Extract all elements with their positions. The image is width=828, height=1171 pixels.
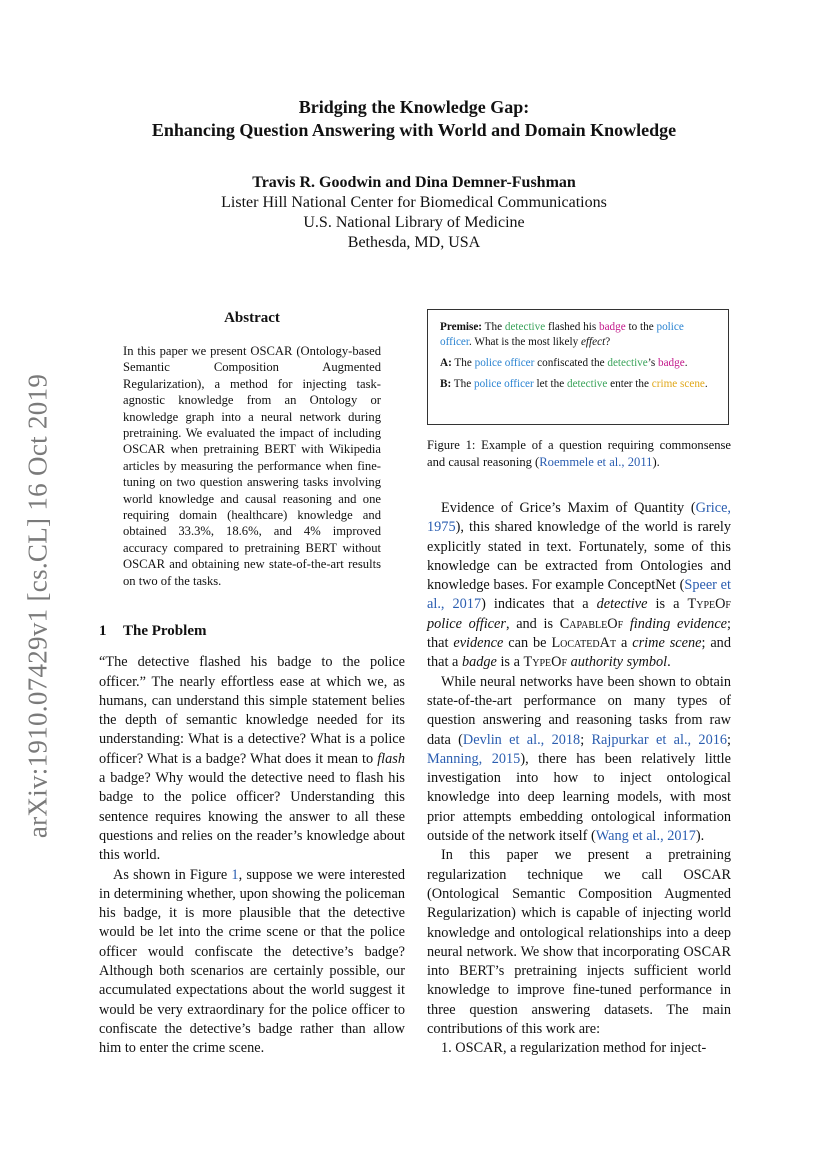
text: to the <box>625 321 657 333</box>
section-heading <box>99 622 405 641</box>
figure-1-box <box>427 309 729 425</box>
paragraph <box>99 866 405 1059</box>
emphasis: badge <box>461 654 497 671</box>
paragraph <box>99 653 405 865</box>
highlight-officer: police officer <box>440 321 684 348</box>
emphasis: finding evidence <box>629 615 728 632</box>
paragraph-text: ; <box>580 731 592 748</box>
emphasis: police officer <box>427 615 506 632</box>
citation-link[interactable]: Rajpurkar et al., 2016 <box>591 731 728 748</box>
citation-link[interactable]: Grice, 1975 <box>427 500 731 536</box>
paragraph-text: ), this shared knowledge of the world is rarely explicitly stated in text. Fortunately, some of this knowledge can be extracted from Ontologies and knowledge bases. For example ConceptNet ( <box>427 519 731 594</box>
text: The <box>482 321 505 333</box>
highlight-detective: detective <box>566 378 608 390</box>
author-block <box>0 173 828 253</box>
paragraph-text: a badge? Why would the detective need to flash his badge to the police officer? Understanding this sentence requires knowing the answer to all these questions and relies on the reader’s knowledge about this world. <box>99 770 405 864</box>
highlight-badge: badge <box>658 357 685 369</box>
list-item: 1. OSCAR, a regularization method for inject- <box>441 1040 707 1057</box>
citation-link[interactable]: Roemmele et al., 2011 <box>539 455 653 469</box>
author-names: Travis R. Goodwin and Dina Demner-Fushman <box>252 174 576 191</box>
text: The <box>451 357 475 369</box>
author-location: Bethesda, MD, USA <box>347 234 481 251</box>
paragraph-text <box>623 616 630 632</box>
caption-text: ). <box>652 455 660 469</box>
paragraph-text: is a <box>496 654 524 671</box>
highlight-badge: badge <box>598 321 626 333</box>
citation-link[interactable]: Speer et al., 2017 <box>427 577 731 613</box>
paragraph-text: While neural networks have been shown to obtain state-of-the-art performance on many types of question answering and reasoning tasks from raw data ( <box>427 673 731 748</box>
premise-label: Premise: <box>440 321 483 333</box>
text: let the <box>533 378 567 390</box>
title-line-2: Enhancing Question Answering with World and Domain Knowledge <box>151 120 677 140</box>
paragraph-text: ; and that a <box>427 635 731 671</box>
emphasis: evidence <box>453 635 504 652</box>
emphasis: detective <box>596 596 648 613</box>
abstract-heading: Abstract <box>224 310 280 326</box>
text: ? <box>605 336 611 348</box>
relation-name: CapableOf <box>559 615 624 632</box>
emphasis: authority symbol <box>570 654 668 671</box>
paragraph <box>427 499 731 673</box>
section-number: 1 <box>99 623 107 639</box>
citation-link[interactable]: Manning, 2015 <box>427 750 521 767</box>
paragraph-text: As shown in Figure <box>113 866 232 883</box>
highlight-officer: police officer <box>473 378 534 390</box>
arxiv-sidebar <box>22 365 54 847</box>
text: The <box>451 378 474 390</box>
relation-name: LocatedAt <box>551 635 617 652</box>
text: confiscated the <box>534 357 608 369</box>
paragraph: In this paper we present a pretraining regularization technique we call OSCAR (Ontological Semantic Composition Augmented Regularization) which is capable of injecting world knowledge and ontological relationships into a deep neural network. We show that incorporating OSCAR into BERT’s pretraining injects sufficient world knowledge to improve fine-tuned performance in three question answering datasets. The main contributions of this work are: <box>427 847 731 1038</box>
text: . <box>684 357 688 369</box>
section-title: The Problem <box>123 623 207 639</box>
option-label: B: <box>440 378 452 390</box>
abstract-text: In this paper we present OSCAR (Ontology-based Semantic Composition Augmented Regularization), a method for injecting task-agnostic knowledge from an Ontology or knowledge graph into a neural network during pretraining. We evaluated the impact of including OSCAR when pretraining BERT with Wikipedia articles by measuring the performance when fine-tuning on two question answering tasks involving world knowledge and causal reasoning and one requiring domain (healthcare) knowledge and obtained 33.3%, 18.6%, and 4% improved accuracy compared to pretraining BERT without OSCAR and obtaining new state-of-the-art results on two of the tasks. <box>123 344 381 588</box>
text: ’s <box>647 357 658 369</box>
paragraph-text: ; <box>727 731 732 748</box>
premise <box>440 320 716 350</box>
paragraph-text: , and is <box>505 615 560 632</box>
emphasis: crime scene <box>632 635 702 652</box>
figure-1-caption <box>427 437 731 471</box>
text: . <box>704 378 708 390</box>
citation-link[interactable]: Devlin et al., 2018 <box>462 731 581 748</box>
paragraph-text: “The detective flashed his badge to the police officer.” The nearly effortless ease at which we, as humans, can understand this simple statement belies the depth of semantic knowledge needed for its understanding: What is a detective? What is a police officer? What is a badge? What does it mean to <box>99 654 405 767</box>
figure-reference-link[interactable]: 1 <box>231 866 239 883</box>
text: enter the <box>607 378 652 390</box>
paragraph-text: . <box>667 654 671 671</box>
emphasis: flash <box>377 750 405 767</box>
paragraph-text: Evidence of Grice’s Maxim of Quantity ( <box>441 500 696 516</box>
text: . What is the most likely <box>469 336 581 348</box>
option-b <box>440 377 716 392</box>
paragraph-text: ). <box>695 828 705 845</box>
paragraph <box>427 673 731 847</box>
title-line-1: Bridging the Knowledge Gap: <box>298 97 530 117</box>
paragraph-text: a <box>616 635 633 652</box>
paragraph-text: can be <box>503 635 552 652</box>
right-column <box>427 499 731 1059</box>
paragraph-text: is a <box>647 596 688 613</box>
option-a <box>440 356 716 371</box>
paragraph-text: ; that <box>427 615 731 652</box>
emphasis: effect <box>580 336 606 348</box>
highlight-detective: detective <box>504 321 546 333</box>
paragraph-text: ) indicates that a <box>481 596 597 613</box>
highlight-officer: police officer <box>474 357 535 369</box>
citation-link[interactable]: Wang et al., 2017 <box>595 828 696 845</box>
paragraph-text: ), there has been relatively little investigation into how to inject ontological knowledge into deep learning models, with most prior attempts embedding ontological information outside of the network itself ( <box>427 750 732 845</box>
relation-name: TypeOf <box>523 654 568 671</box>
option-label: A: <box>440 357 452 369</box>
text: flashed his <box>545 321 599 333</box>
highlight-scene: crime scene <box>651 378 705 390</box>
affiliation-1: Lister Hill National Center for Biomedical Communications <box>221 194 607 211</box>
highlight-detective: detective <box>607 357 648 369</box>
caption-text: Figure 1: Example of a question requiring commonsense and causal reasoning ( <box>427 438 731 469</box>
paper-title <box>0 96 828 142</box>
affiliation-2: U.S. National Library of Medicine <box>303 214 525 231</box>
arxiv-identifier: arXiv:1910.07429v1 [cs.CL] 16 Oct 2019 <box>22 373 53 839</box>
left-column <box>99 622 405 1059</box>
paragraph-text: , suppose we were interested in determining whether, upon showing the policeman his badge, it is more plausible that the detective would be let into the crime scene or that the police officer would confiscate the detective’s badge? Although both scenarios are certainly possible, our accumulated expectations about the world suggest it would be very extraordinary for the police officer to confiscate the detective’s badge rather than allow him to enter the crime scene. <box>99 866 405 1057</box>
relation-name: TypeOf <box>687 596 731 613</box>
